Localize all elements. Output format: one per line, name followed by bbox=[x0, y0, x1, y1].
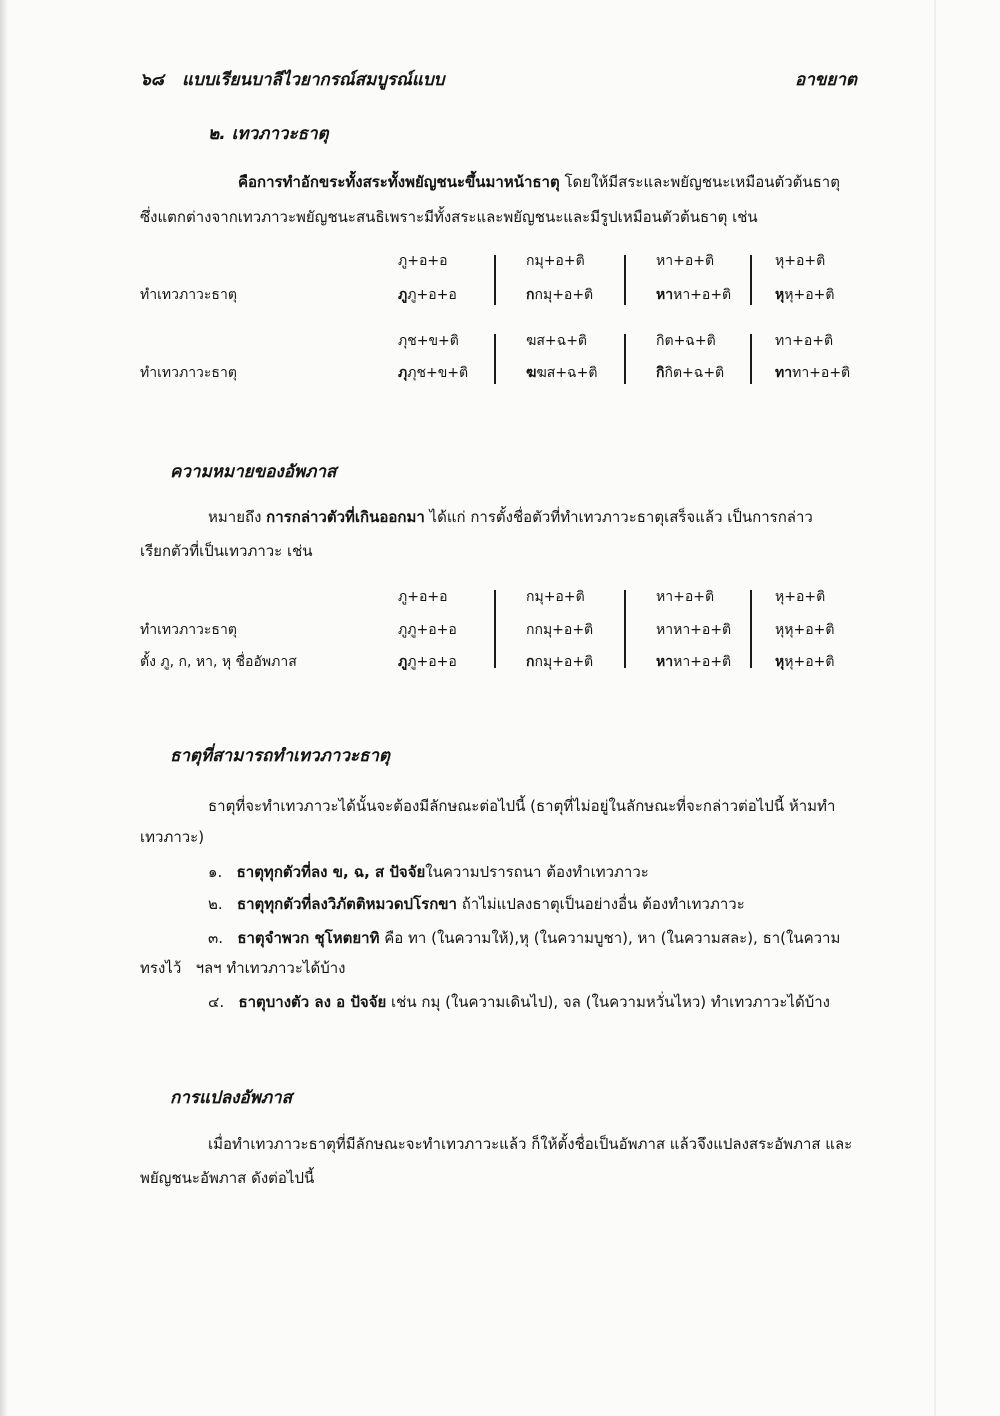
t2-b-1-bold: ภุ bbox=[398, 365, 408, 381]
t2-b-3-bold: กิ bbox=[656, 365, 665, 381]
t3-c-1-rest: ภู+อ+อ bbox=[407, 654, 457, 670]
t3-b-2: กกมุ+อ+ติ bbox=[526, 622, 594, 638]
t2-b-3-rest: กิต+ฉ+ติ bbox=[664, 365, 725, 381]
scan-line bbox=[934, 0, 936, 1416]
rule-4-bold: ธาตุบางตัว ลง อ ปัจจัย bbox=[238, 993, 387, 1011]
t3-c-3-rest: หา+อ+ติ bbox=[673, 654, 732, 670]
t2-divider-2 bbox=[624, 334, 626, 384]
t3-c-1 bbox=[398, 651, 457, 673]
t3-c-4-bold: หุ bbox=[775, 654, 785, 670]
rule-3-cont-b: ฯลฯ ทำเทวภาวะได้บ้าง bbox=[195, 959, 346, 977]
t2-label: ทำเทวภาวะธาตุ bbox=[140, 365, 237, 381]
meaning-pre: หมายถึง bbox=[208, 508, 267, 526]
rule-3-cont-a: ทรงไว้ bbox=[140, 959, 182, 977]
t2-b-4-bold: ทา bbox=[775, 365, 793, 381]
t1-b-3 bbox=[656, 284, 731, 306]
t2-a-4: ทา+อ+ติ bbox=[775, 333, 834, 349]
t2-a-2: ฆส+ฉ+ติ bbox=[526, 333, 588, 349]
rule-1-num: ๑. bbox=[208, 863, 223, 881]
rule-3-continuation bbox=[140, 956, 345, 980]
t2-a-3: กิต+ฉ+ติ bbox=[656, 333, 716, 349]
t3-c-3 bbox=[656, 651, 731, 673]
t3-c-1-bold: ภู bbox=[398, 654, 408, 670]
t3-b-3: หาหา+อ+ติ bbox=[656, 622, 732, 638]
meaning-rest: ได้แก่ การตั้งชื่อตัวที่ทำเทวภาวะธาตุเสร็จแล้ว เป็นการกล่าว bbox=[424, 508, 813, 526]
t1-divider-3 bbox=[750, 255, 752, 305]
t2-divider-3 bbox=[750, 334, 752, 384]
rule-3-rest: คือ ทา (ในความให้),หุ (ในความบูชา), หา (ในความสละ), ธา(ในความ bbox=[379, 929, 841, 947]
t1-b-1-bold: ภู bbox=[398, 287, 408, 303]
t3-c-4 bbox=[775, 651, 834, 673]
t1-divider-2 bbox=[624, 255, 626, 305]
definition-line-2: ซึ่งแตกต่างจากเทวภาวะพยัญชนะสนธิเพราะมีทั้งสระและพยัญชนะและมีรูปเหมือนตัวต้นธาตุ เช่น bbox=[140, 208, 758, 226]
t3-label-2: ตั้ง ภู, ก, หา, หุ ชื่ออัพภาส bbox=[140, 654, 297, 670]
t2-b-4 bbox=[775, 362, 850, 384]
able-intro-1: ธาตุที่จะทำเทวภาวะได้นั้นจะต้องมีลักษณะต่อไปนี้ (ธาตุที่ไม่อยู่ในลักษณะที่จะกล่าวต่อไปนี้ ห้ามทำ bbox=[208, 797, 836, 815]
page-number: ๖๘ bbox=[140, 70, 164, 90]
t1-b-4-bold: หุ bbox=[775, 287, 785, 303]
meaning-line-1 bbox=[208, 505, 813, 529]
t3-a-1: ภู+อ+อ bbox=[398, 589, 448, 605]
t2-b-2 bbox=[526, 362, 597, 384]
t1-b-4 bbox=[775, 284, 834, 306]
rule-1-rest: ในความปรารถนา ต้องทำเทวภาวะ bbox=[425, 863, 649, 881]
t3-c-2-bold: ก bbox=[526, 654, 535, 670]
section-title: ๒. เทวภาวะธาตุ bbox=[208, 124, 329, 144]
t1-b-2-bold: ก bbox=[526, 287, 535, 303]
t1-a-2: กมุ+อ+ติ bbox=[526, 253, 585, 269]
page-edge-shadow bbox=[0, 0, 8, 1416]
t1-b-3-bold: หา bbox=[656, 287, 674, 303]
t2-a-1: ภุช+ข+ติ bbox=[398, 333, 459, 349]
t3-c-4-rest: หุ+อ+ติ bbox=[784, 654, 835, 670]
t1-divider-1 bbox=[494, 255, 496, 305]
t3-c-2 bbox=[526, 651, 593, 673]
rule-1-bold: ธาตุทุกตัวที่ลง ข, ฉ, ส ปัจจัย bbox=[236, 863, 426, 881]
convert-line-2: พยัญชนะอัพภาส ดังต่อไปนี้ bbox=[140, 1169, 315, 1187]
t2-b-1 bbox=[398, 362, 468, 384]
t3-label-1: ทำเทวภาวะธาตุ bbox=[140, 622, 237, 638]
convert-heading: การแปลงอัพภาส bbox=[170, 1088, 292, 1108]
able-heading: ธาตุที่สามารถทำเทวภาวะธาตุ bbox=[170, 746, 390, 766]
rule-1 bbox=[208, 860, 649, 884]
t2-divider-1 bbox=[494, 334, 496, 384]
t3-a-4: หุ+อ+ติ bbox=[775, 589, 826, 605]
t3-divider-1 bbox=[494, 590, 496, 668]
t3-a-3: หา+อ+ติ bbox=[656, 589, 715, 605]
t1-b-1 bbox=[398, 284, 457, 306]
t1-b-2 bbox=[526, 284, 593, 306]
rule-3-num: ๓. bbox=[208, 929, 224, 947]
meaning-line-2: เรียกตัวที่เป็นเทวภาวะ เช่น bbox=[140, 542, 313, 560]
t3-c-2-rest: กมุ+อ+ติ bbox=[534, 654, 594, 670]
rule-3-bold: ธาตุจำพวก ชุโหตยาทิ bbox=[237, 929, 380, 947]
meaning-heading: ความหมายของอัพภาส bbox=[170, 462, 337, 482]
rule-4-num: ๔. bbox=[208, 993, 225, 1011]
t1-a-4: หุ+อ+ติ bbox=[775, 253, 826, 269]
t1-b-2-rest: กมุ+อ+ติ bbox=[534, 287, 594, 303]
t2-b-4-rest: ทา+อ+ติ bbox=[792, 365, 851, 381]
section-name: อาขยาต bbox=[795, 70, 857, 90]
t3-divider-3 bbox=[750, 590, 752, 668]
t1-label: ทำเทวภาวะธาตุ bbox=[140, 287, 237, 303]
book-title: แบบเรียนบาลีไวยากรณ์สมบูรณ์แบบ bbox=[182, 70, 445, 90]
t1-b-4-rest: หุ+อ+ติ bbox=[784, 287, 835, 303]
convert-line-1: เมื่อทำเทวภาวะธาตุที่มีลักษณะจะทำเทวภาวะแล้ว ก็ให้ตั้งชื่อเป็นอัพภาส แล้วจึงแปลงสระอัพภาส และ bbox=[208, 1135, 853, 1153]
rule-3 bbox=[208, 926, 840, 950]
meaning-bold: การกล่าวตัวที่เกินออกมา bbox=[266, 508, 425, 526]
able-intro-2: เทวภาวะ) bbox=[140, 828, 205, 846]
t1-b-1-rest: ภู+อ+อ bbox=[407, 287, 457, 303]
t3-a-2: กมุ+อ+ติ bbox=[526, 589, 585, 605]
definition-line-1 bbox=[238, 170, 840, 194]
t3-b-4: หุหุ+อ+ติ bbox=[775, 622, 835, 638]
t3-c-3-bold: หา bbox=[656, 654, 674, 670]
rule-2 bbox=[208, 892, 745, 916]
rule-2-bold: ธาตุทุกตัวที่ลงวิภัตติหมวดปโรกขา bbox=[236, 895, 457, 913]
t2-b-1-rest: ภุช+ข+ติ bbox=[407, 365, 469, 381]
t1-a-1: ภู+อ+อ bbox=[398, 253, 448, 269]
t2-b-2-rest: ฆส+ฉ+ติ bbox=[536, 365, 598, 381]
definition-bold: คือการทำอักขระทั้งสระทั้งพยัญชนะขึ้นมาหน้าธาตุ bbox=[238, 173, 560, 191]
t3-b-1: ภูภู+อ+อ bbox=[398, 622, 457, 638]
t2-b-3 bbox=[656, 362, 724, 384]
rule-2-num: ๒. bbox=[208, 895, 223, 913]
t3-divider-2 bbox=[624, 590, 626, 668]
rule-2-rest: ถ้าไม่แปลงธาตุเป็นอย่างอื่น ต้องทำเทวภาวะ bbox=[456, 895, 745, 913]
rule-4-rest: เช่น กมุ (ในความเดินไป), จล (ในความหวั่นไหว) ทำเทวภาวะได้บ้าง bbox=[386, 993, 830, 1011]
t1-b-3-rest: หา+อ+ติ bbox=[673, 287, 732, 303]
t2-b-2-bold: ฆ bbox=[526, 365, 537, 381]
definition-rest: โดยให้มีสระและพยัญชนะเหมือนตัวต้นธาตุ bbox=[559, 173, 840, 191]
t1-a-3: หา+อ+ติ bbox=[656, 253, 715, 269]
rule-4 bbox=[208, 990, 830, 1014]
